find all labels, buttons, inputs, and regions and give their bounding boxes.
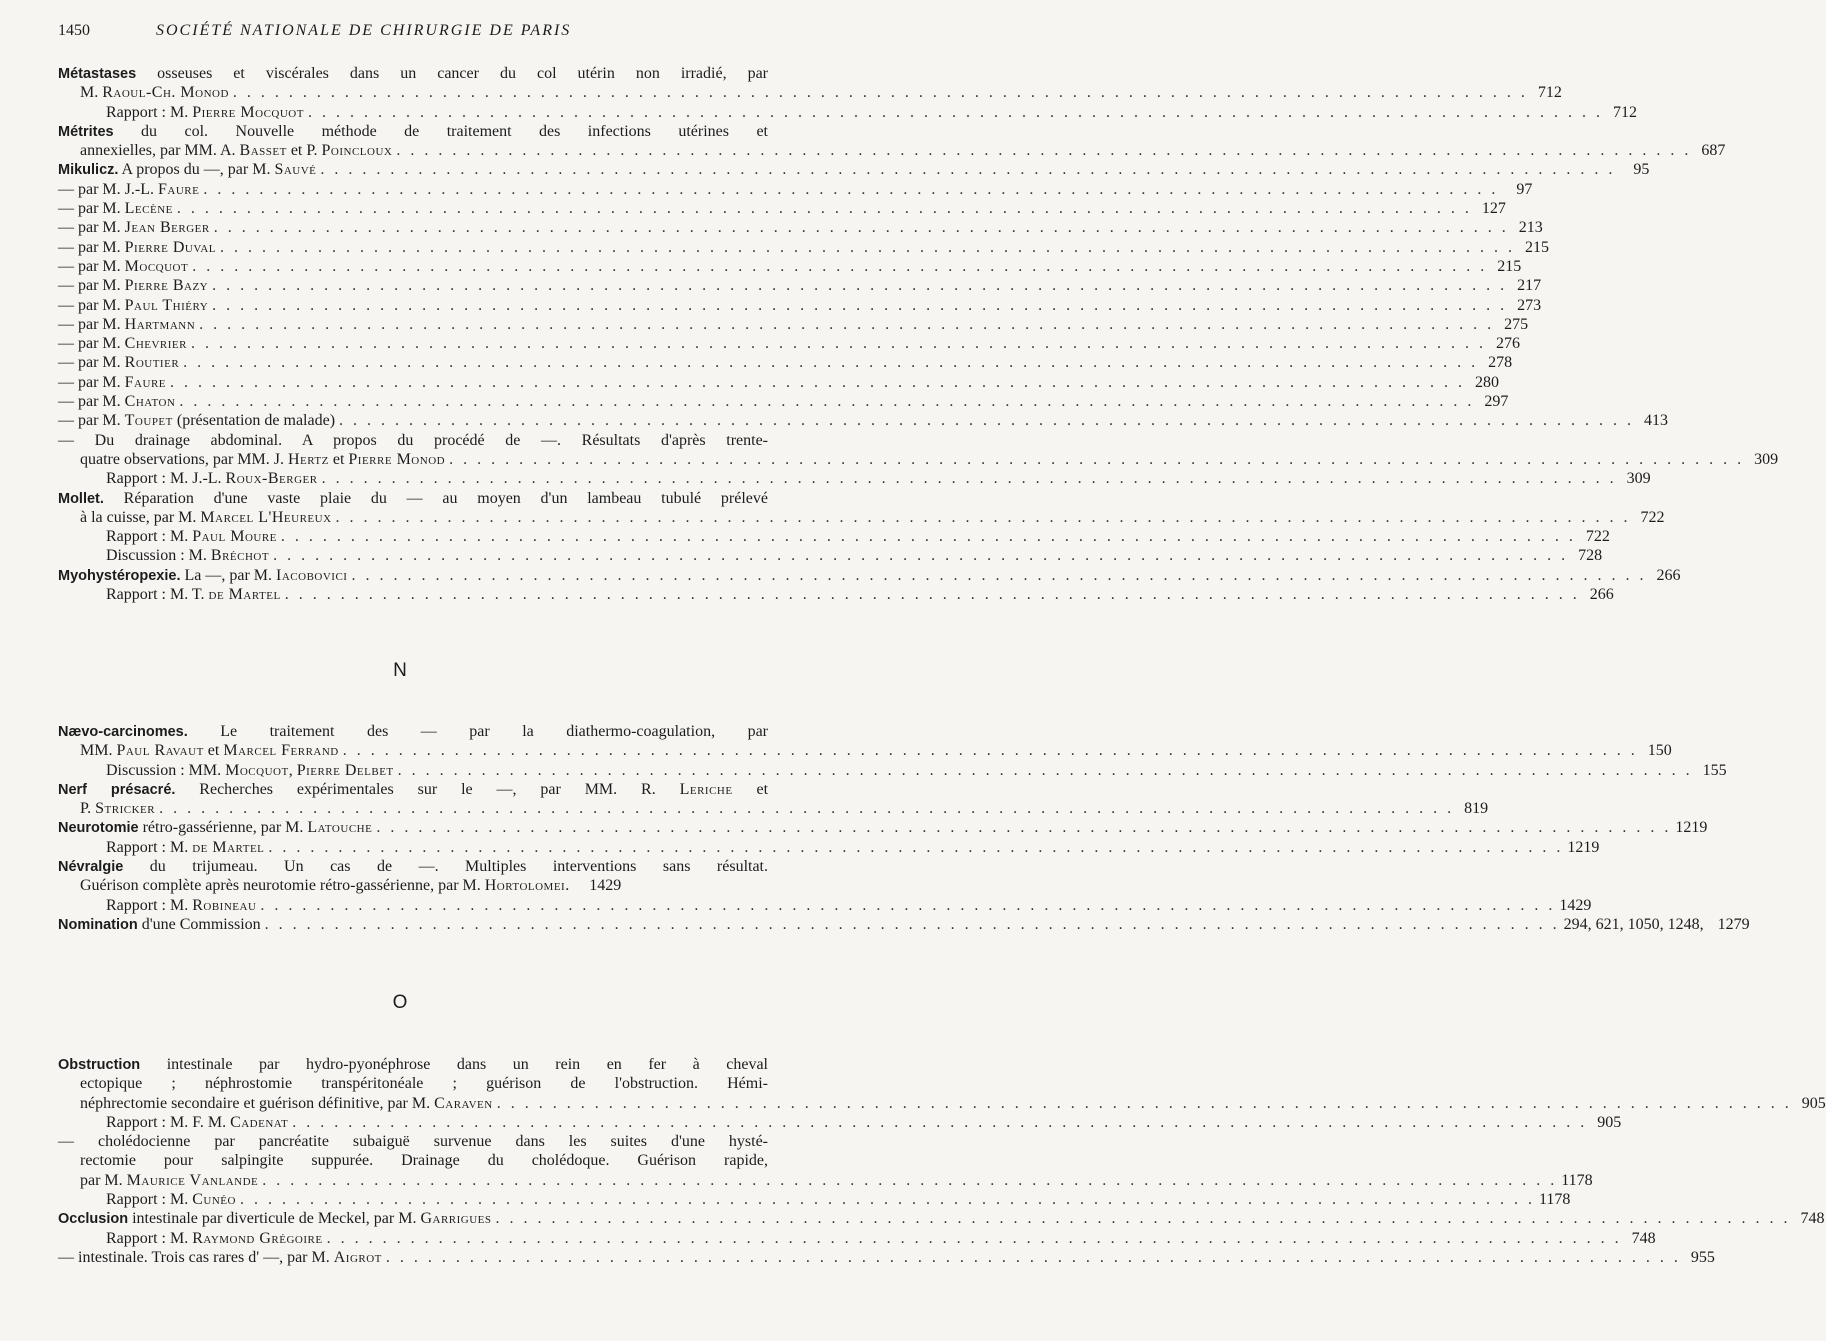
page-ref: 127	[1481, 200, 1506, 218]
page-ref: 215	[1497, 257, 1522, 275]
index-entry-line: à la cuisse, par M. Marcel L'Heureux . . . . . . . . . . . . . . . . . . . . . . . . . . . . . . . . . . . . . . . . . . . . . . . . . . . . . . . . . . . . . . . . . . . . . . . . . . . . . . . . . . . . . . . . . . . . . 722	[80, 508, 1665, 526]
page-ref: 955	[1690, 1248, 1715, 1266]
page-ref: 1429	[1559, 896, 1592, 914]
discussion-line: Discussion : MM. Mocquot, Pierre Delbet . . . . . . . . . . . . . . . . . . . . . . . . . . . . . . . . . . . . . . . . . . . . . . . . . . . . . . . . . . . . . . . . . . . . . . . . . . . . . . . . . . . . . . . . . . . . . 155	[106, 761, 1727, 779]
entry-keyword: Occlusion	[58, 1211, 129, 1228]
index-entry-line: — par M. Chevrier . . . . . . . . . . . . . . . . . . . . . . . . . . . . . . . . . . . . . . . . . . . . . . . . . . . . . . . . . . . . . . . . . . . . . . . . . . . . . . . . . . . . . . . . . . . . . 276	[58, 335, 1520, 353]
entry-keyword: Obstruction	[58, 1057, 141, 1073]
report-line: Rapport : M. Pierre Mocquot . . . . . . . . . . . . . . . . . . . . . . . . . . . . . . . . . . . . . . . . . . . . . . . . . . . . . . . . . . . . . . . . . . . . . . . . . . . . . . . . . . . . . . . . . . . . . 712	[106, 103, 1637, 121]
page-ref: 722	[1585, 528, 1610, 546]
page-ref: 215	[1525, 238, 1550, 256]
section-letter-o: O	[392, 992, 408, 1013]
page-ref-list: 294, 621, 1050, 1248,	[1563, 915, 1704, 933]
index-entry-line: Guérison complète après neurotomie rétro-gassérienne, par M. Hortolomei. 1429	[80, 877, 622, 895]
index-entry-line: — par M. Hartmann . . . . . . . . . . . . . . . . . . . . . . . . . . . . . . . . . . . . . . . . . . . . . . . . . . . . . . . . . . . . . . . . . . . . . . . . . . . . . . . . . . . . . . . . . . . . . 275	[58, 315, 1529, 333]
index-entry-line: M. Raoul-Ch. Monod . . . . . . . . . . . . . . . . . . . . . . . . . . . . . . . . . . . . . . . . . . . . . . . . . . . . . . . . . . . . . . . . . . . . . . . . . . . . . . . . . . . . . . . . . . . . . 712	[80, 84, 1562, 102]
entry-keyword: Nerf présacré.	[58, 781, 176, 798]
page-number: 1450	[58, 22, 90, 39]
index-entry-line: quatre observations, par MM. J. Hertz et Pierre Monod . . . . . . . . . . . . . . . . . . . . . . . . . . . . . . . . . . . . . . . . . . . . . . . . . . . . . . . . . . . . . . . . . . . . . . . . . . . . . . . . . . . . . . . . . . . . . 309	[80, 450, 1779, 468]
index-entry-line: annexielles, par MM. A. Basset et P. Poincloux . . . . . . . . . . . . . . . . . . . . . . . . . . . . . . . . . . . . . . . . . . . . . . . . . . . . . . . . . . . . . . . . . . . . . . . . . . . . . . . . . . . . . . . . . . . . . 687	[80, 142, 1726, 160]
index-entry-line: — par M. Chaton . . . . . . . . . . . . . . . . . . . . . . . . . . . . . . . . . . . . . . . . . . . . . . . . . . . . . . . . . . . . . . . . . . . . . . . . . . . . . . . . . . . . . . . . . . . . . 297	[58, 393, 1509, 411]
index-entry-line: Nævo-carcinomes. Le traitement des — par la diathermo-coagulation, par	[58, 723, 768, 740]
index-entry-line: — par M. Lecène . . . . . . . . . . . . . . . . . . . . . . . . . . . . . . . . . . . . . . . . . . . . . . . . . . . . . . . . . . . . . . . . . . . . . . . . . . . . . . . . . . . . . . . . . . . . . 127	[58, 200, 1506, 218]
page-ref: 1219	[1567, 838, 1600, 856]
index-entry-line: — par M. Routier . . . . . . . . . . . . . . . . . . . . . . . . . . . . . . . . . . . . . . . . . . . . . . . . . . . . . . . . . . . . . . . . . . . . . . . . . . . . . . . . . . . . . . . . . . . . . 278	[58, 354, 1513, 372]
index-entry-line: néphrectomie secondaire et guérison définitive, par M. Caraven . . . . . . . . . . . . . . . . . . . . . . . . . . . . . . . . . . . . . . . . . . . . . . . . . . . . . . . . . . . . . . . . . . . . . . . . . . . . . . . . . . . . . . . . . . . . . 905	[80, 1094, 1826, 1112]
entry-keyword: Mikulicz.	[58, 162, 119, 179]
discussion-line: Discussion : M. Bréchot . . . . . . . . . . . . . . . . . . . . . . . . . . . . . . . . . . . . . . . . . . . . . . . . . . . . . . . . . . . . . . . . . . . . . . . . . . . . . . . . . . . . . . . . . . . . . 728	[106, 547, 1603, 565]
page-ref: 280	[1475, 373, 1499, 391]
page-ref: 273	[1517, 296, 1542, 314]
index-entry-line: Neurotomie rétro-gassérienne, par M. Latouche . . . . . . . . . . . . . . . . . . . . . . . . . . . . . . . . . . . . . . . . . . . . . . . . . . . . . . . . . . . . . . . . . . . . . . . . . . . . . . . . . . . . . . . . . . . . . 1219	[58, 819, 1708, 837]
index-entry-line: — par M. J.-L. Faure . . . . . . . . . . . . . . . . . . . . . . . . . . . . . . . . . . . . . . . . . . . . . . . . . . . . . . . . . . . . . . . . . . . . . . . . . . . . . . . . . . . . . . . . . . . . . 97	[58, 180, 1533, 198]
section-m-entries	[58, 64, 1779, 604]
page-ref: 748	[1631, 1229, 1656, 1247]
index-entry-line: MM. Paul Ravaut et Marcel Ferrand . . . . . . . . . . . . . . . . . . . . . . . . . . . . . . . . . . . . . . . . . . . . . . . . . . . . . . . . . . . . . . . . . . . . . . . . . . . . . . . . . . . . . . . . . . . . . 150	[80, 742, 1672, 760]
page-ref: 278	[1488, 354, 1513, 372]
report-line: Rapport : M. Robineau . . . . . . . . . . . . . . . . . . . . . . . . . . . . . . . . . . . . . . . . . . . . . . . . . . . . . . . . . . . . . . . . . . . . . . . . . . . . . . . . . . . . . . . . . . . . . 1429	[106, 896, 1592, 914]
index-entry-line: — par M. Faure . . . . . . . . . . . . . . . . . . . . . . . . . . . . . . . . . . . . . . . . . . . . . . . . . . . . . . . . . . . . . . . . . . . . . . . . . . . . . . . . . . . . . . . . . . . . . 280	[58, 373, 1499, 391]
entry-keyword: Mollet.	[58, 490, 104, 507]
report-line: Rapport : M. Paul Moure . . . . . . . . . . . . . . . . . . . . . . . . . . . . . . . . . . . . . . . . . . . . . . . . . . . . . . . . . . . . . . . . . . . . . . . . . . . . . . . . . . . . . . . . . . . . . 722	[106, 528, 1610, 546]
page-ref: 687	[1701, 142, 1726, 160]
page-ref: 728	[1578, 547, 1603, 565]
page-ref: 413	[1644, 412, 1669, 430]
report-line: Rapport : M. Cunéo . . . . . . . . . . . . . . . . . . . . . . . . . . . . . . . . . . . . . . . . . . . . . . . . . . . . . . . . . . . . . . . . . . . . . . . . . . . . . . . . . . . . . . . . . . . . . 1178	[106, 1191, 1571, 1209]
report-line: Rapport : M. de Martel . . . . . . . . . . . . . . . . . . . . . . . . . . . . . . . . . . . . . . . . . . . . . . . . . . . . . . . . . . . . . . . . . . . . . . . . . . . . . . . . . . . . . . . . . . . . . 1219	[106, 838, 1600, 856]
page-ref: 155	[1702, 761, 1727, 779]
page-ref: 1429	[589, 877, 622, 895]
report-line: Rapport : M. J.-L. Roux-Berger . . . . . . . . . . . . . . . . . . . . . . . . . . . . . . . . . . . . . . . . . . . . . . . . . . . . . . . . . . . . . . . . . . . . . . . . . . . . . . . . . . . . . . . . . . . . . 309	[106, 470, 1651, 488]
page-ref: 1178	[1538, 1191, 1571, 1209]
page-ref: 150	[1647, 742, 1672, 760]
page-ref: 217	[1517, 277, 1542, 295]
page-ref: 712	[1537, 84, 1562, 102]
index-entry-line: Nerf présacré. Recherches expérimentales sur le —, par MM. R. Leriche et	[58, 780, 769, 798]
page-ref: 722	[1640, 508, 1665, 526]
index-entry-line: Métrites du col. Nouvelle méthode de traitement des infections utérines et	[58, 122, 768, 140]
index-entry-line: Obstruction intestinale par hydro-pyonéphrose dans un rein en fer à cheval	[58, 1056, 768, 1073]
index-entry-line: — intestinale. Trois cas rares d' —, par M. Aigrot . . . . . . . . . . . . . . . . . . . . . . . . . . . . . . . . . . . . . . . . . . . . . . . . . . . . . . . . . . . . . . . . . . . . . . . . . . . . . . . . . . . . . . . . . . . . . 955	[58, 1248, 1715, 1266]
page-ref: 819	[1464, 800, 1489, 818]
index-entry-line: — Du drainage abdominal. A propos du procédé de —. Résultats d'après trente-	[58, 431, 768, 449]
entry-keyword: Nomination	[58, 916, 138, 933]
index-entry-line: par M. Maurice Vanlande . . . . . . . . . . . . . . . . . . . . . . . . . . . . . . . . . . . . . . . . . . . . . . . . . . . . . . . . . . . . . . . . . . . . . . . . . . . . . . . . . . . . . . . . . . . . . 1178	[80, 1171, 1593, 1189]
entry-keyword: Métrites	[58, 123, 114, 140]
entry-keyword: Nævo-carcinomes.	[58, 724, 188, 740]
index-entry-line: — par M. Mocquot . . . . . . . . . . . . . . . . . . . . . . . . . . . . . . . . . . . . . . . . . . . . . . . . . . . . . . . . . . . . . . . . . . . . . . . . . . . . . . . . . . . . . . . . . . . . . 215	[58, 257, 1522, 275]
page-ref: 266	[1656, 566, 1681, 584]
page-ref: 1178	[1561, 1171, 1593, 1189]
entry-keyword: Neurotomie	[58, 820, 139, 837]
entry-keyword: Névralgie	[58, 859, 124, 876]
page-ref: 905	[1597, 1113, 1622, 1131]
index-entry-line: — par M. Pierre Bazy . . . . . . . . . . . . . . . . . . . . . . . . . . . . . . . . . . . . . . . . . . . . . . . . . . . . . . . . . . . . . . . . . . . . . . . . . . . . . . . . . . . . . . . . . . . . . 217	[58, 277, 1542, 295]
page-ref: 309	[1754, 450, 1779, 468]
index-entry-line: — par M. Paul Thiéry . . . . . . . . . . . . . . . . . . . . . . . . . . . . . . . . . . . . . . . . . . . . . . . . . . . . . . . . . . . . . . . . . . . . . . . . . . . . . . . . . . . . . . . . . . . . . 273	[58, 296, 1542, 314]
index-entry-line: rectomie pour salpingite suppurée. Drainage du cholédoque. Guérison rapide,	[80, 1152, 768, 1170]
index-entry-line: Occlusion intestinale par diverticule de Meckel, par M. Garrigues . . . . . . . . . . . . . . . . . . . . . . . . . . . . . . . . . . . . . . . . . . . . . . . . . . . . . . . . . . . . . . . . . . . . . . . . . . . . . . . . . . . . . . . . . . . . . 748	[58, 1210, 1825, 1228]
page-ref: 97	[1516, 180, 1533, 198]
page-ref: 309	[1626, 470, 1651, 488]
report-line: Rapport : M. T. de Martel . . . . . . . . . . . . . . . . . . . . . . . . . . . . . . . . . . . . . . . . . . . . . . . . . . . . . . . . . . . . . . . . . . . . . . . . . . . . . . . . . . . . . . . . . . . . . 266	[106, 586, 1614, 604]
section-o-entries	[58, 1055, 1826, 1267]
page-ref: 748	[1800, 1210, 1825, 1228]
page-ref: 1279	[1717, 915, 1750, 933]
page-ref: 266	[1589, 586, 1614, 604]
page-ref: 95	[1633, 161, 1650, 179]
entry-keyword: Myohystéropexie.	[58, 567, 181, 584]
index-entry-line: — par M. Jean Berger . . . . . . . . . . . . . . . . . . . . . . . . . . . . . . . . . . . . . . . . . . . . . . . . . . . . . . . . . . . . . . . . . . . . . . . . . . . . . . . . . . . . . . . . . . . . . 213	[58, 219, 1543, 237]
running-title: SOCIÉTÉ NATIONALE DE CHIRURGIE DE PARIS	[156, 22, 572, 39]
index-entry-line: — cholédocienne par pancréatite subaiguë survenue dans les suites d'une hysté-	[58, 1133, 768, 1151]
running-header	[58, 22, 670, 42]
page-ref: 297	[1484, 393, 1509, 411]
index-entry-line: Mollet. Réparation d'une vaste plaie du — au moyen d'un lambeau tubulé prélevé	[58, 489, 768, 507]
page-ref: 712	[1612, 103, 1637, 121]
index-entry-line: P. Stricker . . . . . . . . . . . . . . . . . . . . . . . . . . . . . . . . . . . . . . . . . . . . . . . . . . . . . . . . . . . . . . . . . . . . . . . . . . . . . . . . . . . . . . . . . . . . . 819	[80, 800, 1489, 818]
index-entry-line: — par M. Pierre Duval . . . . . . . . . . . . . . . . . . . . . . . . . . . . . . . . . . . . . . . . . . . . . . . . . . . . . . . . . . . . . . . . . . . . . . . . . . . . . . . . . . . . . . . . . . . . . 215	[58, 238, 1550, 256]
index-entry-line: — par M. Toupet (présentation de malade) . . . . . . . . . . . . . . . . . . . . . . . . . . . . . . . . . . . . . . . . . . . . . . . . . . . . . . . . . . . . . . . . . . . . . . . . . . . . . . . . . . . . . . . . . . . . . 413	[58, 412, 1669, 430]
section-letter-n: N	[393, 660, 407, 681]
page-ref: 276	[1496, 335, 1520, 353]
index-entry-line: Mikulicz. A propos du —, par M. Sauvé . . . . . . . . . . . . . . . . . . . . . . . . . . . . . . . . . . . . . . . . . . . . . . . . . . . . . . . . . . . . . . . . . . . . . . . . . . . . . . . . . . . . . . . . . . . . . 95	[58, 161, 1650, 179]
report-line: Rapport : M. F. M. Cadenat . . . . . . . . . . . . . . . . . . . . . . . . . . . . . . . . . . . . . . . . . . . . . . . . . . . . . . . . . . . . . . . . . . . . . . . . . . . . . . . . . . . . . . . . . . . . . 905	[106, 1113, 1622, 1131]
report-line: Rapport : M. Raymond Grégoire . . . . . . . . . . . . . . . . . . . . . . . . . . . . . . . . . . . . . . . . . . . . . . . . . . . . . . . . . . . . . . . . . . . . . . . . . . . . . . . . . . . . . . . . . . . . . 748	[106, 1229, 1656, 1247]
index-entry-line: Névralgie du trijumeau. Un cas de —. Multiples interventions sans résultat.	[58, 858, 768, 876]
page-ref: 905	[1801, 1094, 1826, 1112]
index-entry-line: Myohystéropexie. La —, par M. Iacobovici . . . . . . . . . . . . . . . . . . . . . . . . . . . . . . . . . . . . . . . . . . . . . . . . . . . . . . . . . . . . . . . . . . . . . . . . . . . . . . . . . . . . . . . . . . . . . 266	[58, 566, 1681, 584]
index-entry-line: Métastases osseuses et viscérales dans un cancer du col utérin non irradié, par	[58, 65, 768, 82]
page-ref: 1219	[1675, 819, 1708, 837]
index-entry-line: Nomination d'une Commission . . . . . . . . . . . . . . . . . . . . . . . . . . . . . . . . . . . . . . . . . . . . . . . . . . . . . . . . . . . . . . . . . . . . . . . . . . . . . . . . . . . . . . . . . . . . . 294, 621, 1050, 1248, 1279	[58, 915, 1750, 933]
entry-keyword: Métastases	[58, 66, 137, 82]
page-ref: 275	[1504, 315, 1529, 333]
section-n-entries	[58, 722, 1750, 934]
index-entry-line: ectopique ; néphrostomie transpéritonéale ; guérison de l'obstruction. Hémi-	[80, 1075, 768, 1093]
page-ref: 213	[1518, 219, 1543, 237]
